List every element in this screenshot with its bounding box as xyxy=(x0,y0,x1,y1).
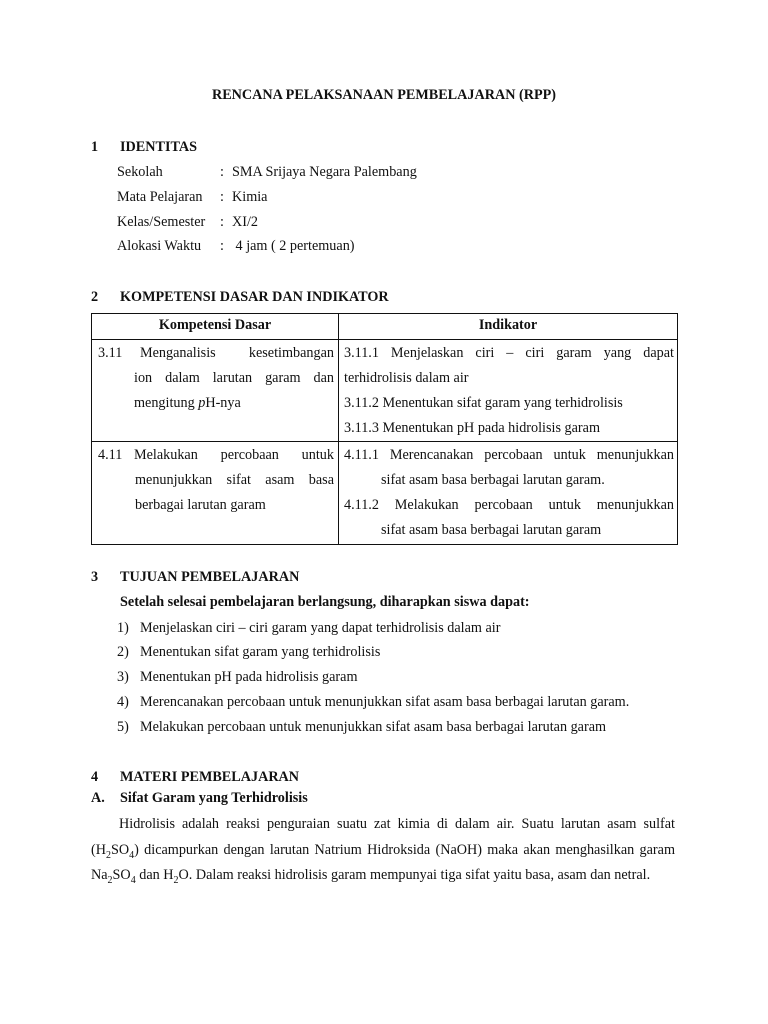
table-row xyxy=(92,442,678,545)
indikator-line: 4.11.1 Merencanakan percobaan untuk menunjukkan xyxy=(344,447,674,463)
identitas-label: Alokasi Waktu xyxy=(117,238,202,254)
section-number-kompetensi: 2 xyxy=(91,289,99,305)
indikator-line: 3.11.3 Menentukan pH pada hidrolisis garam xyxy=(344,420,600,436)
kd-text-line: Menganalisis kesetimbangan xyxy=(140,345,334,361)
indikator-line: 3.11.2 Menentukan sifat garam yang terhidrolisis xyxy=(344,395,623,411)
list-item: 4) Merencanakan percobaan untuk menunjukkan sifat asam basa berbagai larutan garam. xyxy=(117,694,630,710)
section-heading-kompetensi: KOMPETENSI DASAR DAN INDIKATOR xyxy=(120,289,389,305)
kd-text-line: menunjukkan sifat asam basa xyxy=(135,472,334,488)
section-heading-materi: MATERI PEMBELAJARAN xyxy=(120,769,300,785)
identitas-colon: : xyxy=(220,189,224,205)
kd-number: 4.11 xyxy=(98,447,123,463)
identitas-value: 4 jam ( 2 pertemuan) xyxy=(232,238,355,254)
section-heading-identitas: IDENTITAS xyxy=(120,139,198,155)
identitas-colon: : xyxy=(220,164,224,180)
kd-text-line: berbagai larutan garam xyxy=(135,497,266,513)
kd-cell xyxy=(92,340,339,442)
table-header-indikator: Indikator xyxy=(339,314,678,340)
kd-text-line: mengitung pH-nya xyxy=(134,395,241,411)
subsection-heading: Sifat Garam yang Terhidrolisis xyxy=(120,790,308,806)
section-heading-tujuan: TUJUAN PEMBELAJARAN xyxy=(120,569,300,585)
kd-cell xyxy=(92,442,339,545)
list-item: 3) Menentukan pH pada hidrolisis garam xyxy=(117,669,358,685)
kd-text-line: ion dalam larutan garam dan xyxy=(134,370,334,386)
indikator-line: 3.11.1 Menjelaskan ciri – ciri garam yang dapat xyxy=(344,345,674,361)
indikator-cell xyxy=(339,442,678,545)
list-item: 2) Menentukan sifat garam yang terhidrolisis xyxy=(117,644,381,660)
table-header-kompetensi: Kompetensi Dasar xyxy=(92,314,339,340)
indikator-line: sifat asam basa berbagai larutan garam xyxy=(381,522,602,538)
identitas-value: XI/2 xyxy=(232,214,259,230)
kd-text-line: Melakukan percobaan untuk xyxy=(134,447,334,463)
indikator-line: 4.11.2 Melakukan percobaan untuk menunjukkan xyxy=(344,497,674,513)
table-row xyxy=(92,340,678,442)
section-number-tujuan: 3 xyxy=(91,569,99,585)
kompetensi-table xyxy=(91,313,678,545)
document-title: RENCANA PELAKSANAAN PEMBELAJARAN (RPP) xyxy=(211,87,557,103)
table-header-row xyxy=(92,314,678,340)
identitas-colon: : xyxy=(220,214,224,230)
identitas-label: Mata Pelajaran xyxy=(117,189,203,205)
identitas-value: Kimia xyxy=(232,189,268,205)
indikator-line: terhidrolisis dalam air xyxy=(344,370,469,386)
indikator-cell xyxy=(339,340,678,442)
identitas-colon: : xyxy=(220,238,224,254)
identitas-value: SMA Srijaya Negara Palembang xyxy=(232,164,417,180)
kd-number: 3.11 xyxy=(98,345,123,361)
identitas-label: Sekolah xyxy=(117,164,163,180)
identitas-label: Kelas/Semester xyxy=(117,214,206,230)
tujuan-intro: Setelah selesai pembelajaran berlangsung, diharapkan siswa dapat: xyxy=(120,594,530,610)
materi-paragraph: Hidrolisis adalah reaksi penguraian suatu zat kimia di dalam air. Suatu larutan asam sulfat $(H_2SO_4)$ dicampurkan dengan larutan Natrium Hidroksida (NaOH) maka akan menghasilkan garam $Na_2SO_4$ dan $H_2O$. Dalam reaksi hidrolisis garam mempunyai tiga sifat yaitu basa, asam dan netral. xyxy=(91,816,675,886)
subsection-letter: A. xyxy=(91,790,105,806)
indikator-line: sifat asam basa berbagai larutan garam. xyxy=(381,472,605,488)
section-number-identitas: 1 xyxy=(91,139,99,155)
section-number-materi: 4 xyxy=(91,769,99,785)
list-item: 5) Melakukan percobaan untuk menunjukkan sifat asam basa berbagai larutan garam xyxy=(117,719,607,735)
list-item: 1) Menjelaskan ciri – ciri garam yang dapat terhidrolisis dalam air xyxy=(117,620,501,636)
